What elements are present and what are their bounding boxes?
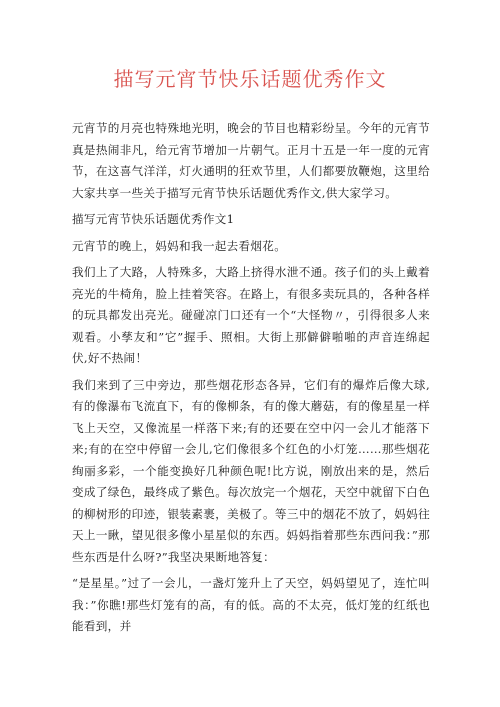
article-body: [72, 118, 430, 643]
paragraph: “是星星。”过了一会儿，一盏灯笼升上了天空，妈妈望见了，连忙叫我：”你瞧!那些灯笼有的高，有的低。高的不太亮，低灯笼的红纸也能看到，并: [72, 576, 430, 633]
page-title: 描写元宵节快乐话题优秀作文: [113, 67, 387, 91]
paragraph: 我们来到了三中旁边，那些烟花形态各异，它们有的爆炸后像大球,有的像瀑布飞流直下，有的像柳条，有的像大蘑菇，有的像星星一样飞上天空，又像流星一样落下来;有的还要在空中闪一会儿才能落下来;有的在空中停留一会儿,它们像很多个红色的小灯笼……那些烟花绚丽多彩，一个能变换好几种颜色呢!比方说，刚放出来的是，然后变成了绿色，最终成了紫色。每次放完一个烟花，天空中就留下白色的柳树形的印迹，银装素裹，美极了。等三中的烟花不放了，妈妈往天上一瞅，望见很多像小星星似的东西。妈妈指着那些东西问我：”那些东西是什么呀?”我坚决果断地答复：: [72, 377, 430, 564]
paragraph: 元宵节的晚上，妈妈和我一起去看烟花。: [72, 238, 287, 253]
section-heading: 描写元宵节快乐话题优秀作文1: [72, 212, 235, 226]
paragraph: 我们上了大路，人特殊多，大路上挤得水泄不通。孩子们的头上戴着亮光的牛椅角，脸上挂着笑容。在路上，有很多卖玩具的，各种各样的玩具都发出亮光。碰碰凉门口还有一个“大怪物〃，引得很多人来观看。小孳友和”它”握手、照相。大街上那僻僻啪啪的声音连绵起伏,好不热闹！: [72, 265, 430, 365]
intro-paragraph: 元宵节的月亮也特殊地光明，晚会的节目也精彩纷呈。今年的元宵节真是热闹非凡，给元宵节增加一片朝气。正月十五是一年一度的元宵节，在这喜气洋洋，灯火通明的狂欢节里，人们都要放鞭炮，这里给大家共享一些关于描写元宵节快乐话题优秀作文,供大家学习。: [72, 121, 430, 200]
